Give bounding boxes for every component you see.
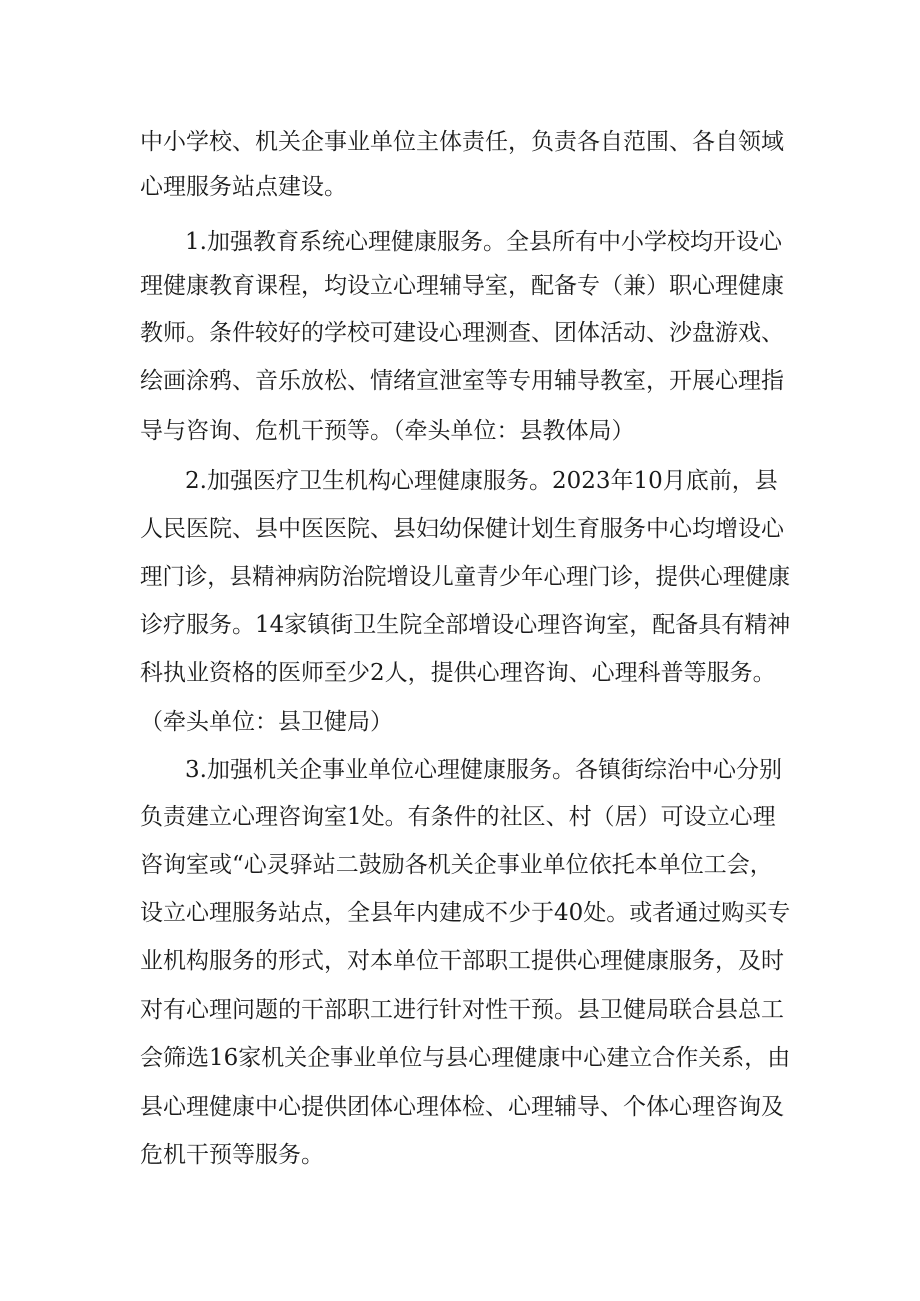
- text-line: 设立心理服务站点，全县年内建成不少于40处。或者通过购买专: [140, 900, 791, 926]
- text-line: 对有心理问题的干部职工进行针对性干预。县卫健局联合县总工: [140, 997, 784, 1023]
- text-line: 危机干预等服务。: [140, 1142, 324, 1168]
- text-line: 2.加强医疗卫生机构心理健康服务。2023年10月底前，县: [185, 468, 778, 494]
- text-line: 县心理健康中心提供团体心理体检、心理辅导、个体心理咨询及: [140, 1094, 784, 1120]
- text-line: 理门诊，县精神病防治院增设儿童青少年心理门诊，提供心理健康: [140, 564, 790, 590]
- text-line: 人民医院、县中医医院、县妇幼保健计划生育服务中心均增设心: [140, 516, 784, 542]
- text-line: 理健康教育课程，均设立心理辅导室，配备专（兼）职心理健康: [140, 273, 784, 299]
- text-line: 中小学校、机关企事业单位主体责任，负责各自范围、各自领域: [140, 129, 784, 155]
- text-line: 会筛选16家机关企事业单位与县心理健康中心建立合作关系，由: [140, 1045, 791, 1071]
- text-line: 咨询室或“心灵驿站二鼓励各机关企事业单位依托本单位工会，: [140, 852, 773, 878]
- text-line: 负责建立心理咨询室1处。有条件的社区、村（居）可设立心理: [140, 804, 776, 830]
- text-line: 科执业资格的医师至少2人，提供心理咨询、心理科普等服务。: [140, 660, 776, 686]
- text-line: 教师。条件较好的学校可建设心理测查、团体活动、沙盘游戏、: [140, 320, 784, 346]
- text-line: 诊疗服务。14家镇街卫生院全部增设心理咨询室，配备具有精神: [140, 612, 791, 638]
- text-line: 3.加强机关企事业单位心理健康服务。各镇街综治中心分别: [185, 757, 782, 783]
- text-line: 绘画涂鸦、音乐放松、情绪宣泄室等专用辅导教室，开展心理指: [140, 368, 784, 394]
- text-line: 导与咨询、危机干预等。（牵头单位：县教体局）: [140, 418, 635, 444]
- text-line: 心理服务站点建设。: [140, 174, 347, 200]
- text-line: 业机构服务的形式，对本单位干部职工提供心理健康服务，及时: [140, 948, 784, 974]
- text-line: （牵头单位：县卫健局）: [140, 709, 393, 735]
- text-line: 1.加强教育系统心理健康服务。全县所有中小学校均开设心: [185, 229, 782, 255]
